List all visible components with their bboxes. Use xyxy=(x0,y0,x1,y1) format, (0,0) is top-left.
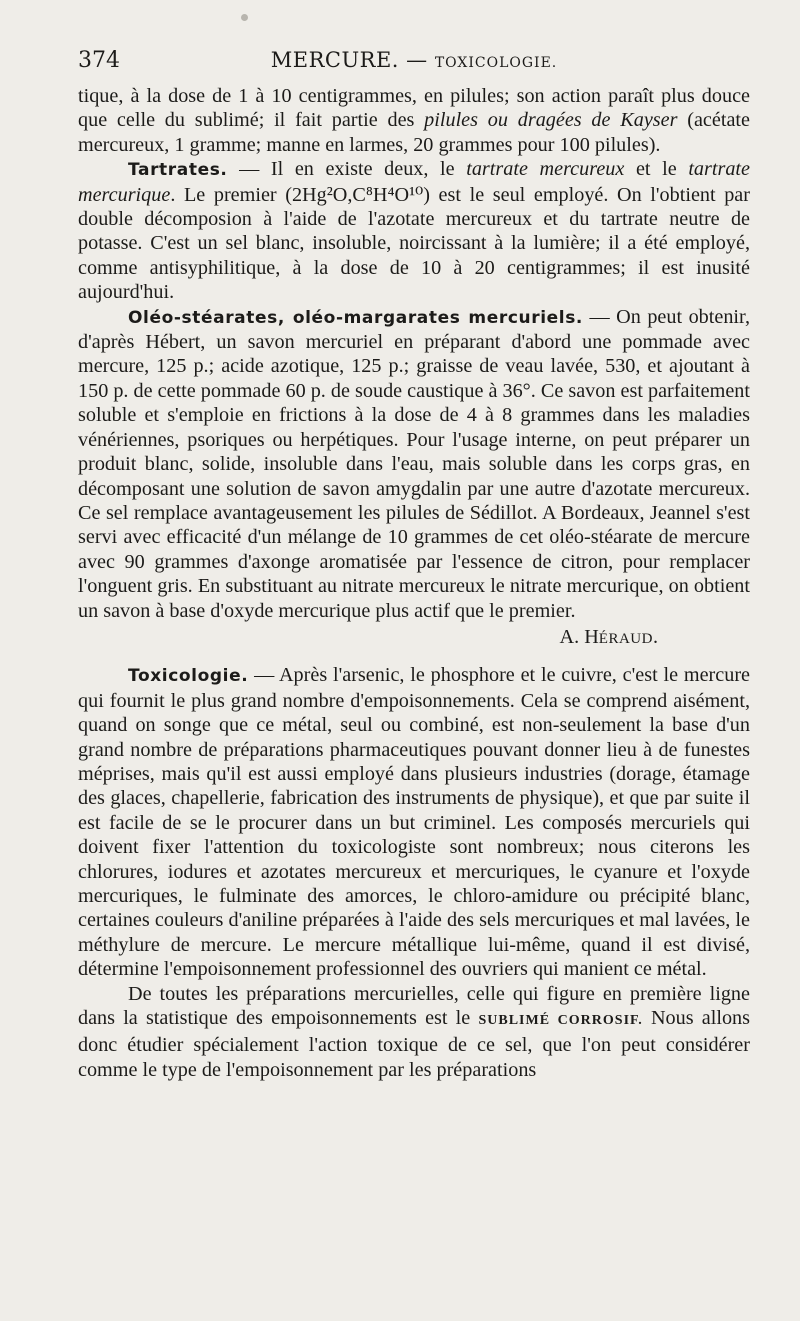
running-title xyxy=(78,48,750,72)
page-body xyxy=(78,84,750,1082)
entry-term-oleo: Oléo-stéarates, oléo-margarates mercuriels. xyxy=(128,307,583,328)
page-blemish xyxy=(241,14,248,21)
page-number: 374 xyxy=(78,48,120,73)
entry-term-tartrates: Tartrates. xyxy=(128,160,228,181)
entry-term-toxicologie: Toxicologie. xyxy=(128,666,249,687)
running-title-dash: — xyxy=(406,48,428,72)
running-header xyxy=(78,48,750,78)
paragraph-oleo-stearates: Oléo-stéarates, oléo-margarates mercuriels. — On peut obtenir, d'après Hébert, un savon mercuriel en préparant d'abord une pommade avec mercure, 125 p.; acide azotique, 125 p.; graisse de veau lavée, 530, et ajoutant à 150 p. de cette pommade 60 p. de soude caustique à 36°. Ce savon est parfaitement soluble et s'emploie en frictions à la dose de 4 à 8 grammes dans les maladies vénériennes, psoriques ou herpétiques. Pour l'usage interne, on peut préparer un produit blanc, solide, insoluble dans l'eau, mais soluble dans les corps gras, en décomposant une solution de savon amygdalin par une autre d'azotate mercureux. Ce sel remplace avantageusement les pilules de Sédillot. A Bordeaux, Jeannel s'est servi avec efficacité d'un mélange de 10 grammes de cet oléo-stéarate de mercure avec 90 grammes d'axonge aromatisée par l'essence de citron, pour remplacer l'onguent gris. En substituant au nitrate mercureux le nitrate mercurique, on obtient un savon à base d'oxyde mercurique plus actif que le premier. xyxy=(78,305,750,622)
running-title-main: MERCURE. xyxy=(270,48,399,72)
paragraph-toxicologie: Toxicologie. — Après l'arsenic, le phosphore et le cuivre, c'est le mercure qui fournit le plus grand nombre d'empoisonnements. Cela se comprend aisément, quand on songe que ce métal, seul ou combiné, est non-seulement la base d'un grand nombre de préparations pharmaceutiques pouvant donner lieu à de funestes méprises, mais qu'il est aussi employé dans plusieurs industries (dorage, étamage des glaces, chapellerie, fabrication des instruments de physique), et que par suite il est facile de se le procurer dans un but criminel. Les composés mercuriels qui doivent fixer l'attention du toxicologiste sont nombreux; nous citerons les chlorures, iodures et azotates mercureux et mercuriques, le cyanure et l'oxyde mercuriques, le fulminate des amorces, le chloro-amidure ou précipité blanc, certaines couleurs d'aniline préparées à l'aide des sels mercuriques et mal lavées, le méthylure de mercure. Le mercure métallique lui-même, quand il est divisé, détermine l'empoisonnement professionnel des ouvriers qui manient ce métal. xyxy=(78,664,750,981)
author-signature: A. HÉRAUD. xyxy=(559,625,658,648)
paragraph-acetate-end: tique, à la dose de 1 à 10 centigrammes, en pilules; son action paraît plus douce que celle du sublimé; il fait partie des pilules ou dragées de Kayser (acétate mercureux, 1 gramme; manne en larmes, 20 grammes pour 100 pilules). xyxy=(78,85,750,156)
paragraph-sublime: De toutes les préparations mercurielles, celle qui figure en première ligne dans la statistique des empoisonnements est le SUBLIMÉ CORROSIF. Nous allons donc étudier spécialement l'action toxique de ce sel, que l'on peut considérer comme le type de l'empoisonnement par les préparations xyxy=(78,982,751,1081)
running-title-sub: TOXICOLOGIE. xyxy=(434,55,558,71)
paragraph-tartrates: Tartrates. — Il en existe deux, le tartrate mercureux et le tartrate mercurique. Le premier (2Hg²O,C⁸H⁴O¹⁰) est le seul employé. On l'obtient par double décomposion à l'aide de l'azotate mercureux et du tartrate neutre de potasse. C'est un sel blanc, insoluble, noircissant à la lumière; il a été employé, comme antisyphilitique, à la dose de 10 à 20 centigrammes; il est inusité aujourd'hui. xyxy=(78,158,750,304)
